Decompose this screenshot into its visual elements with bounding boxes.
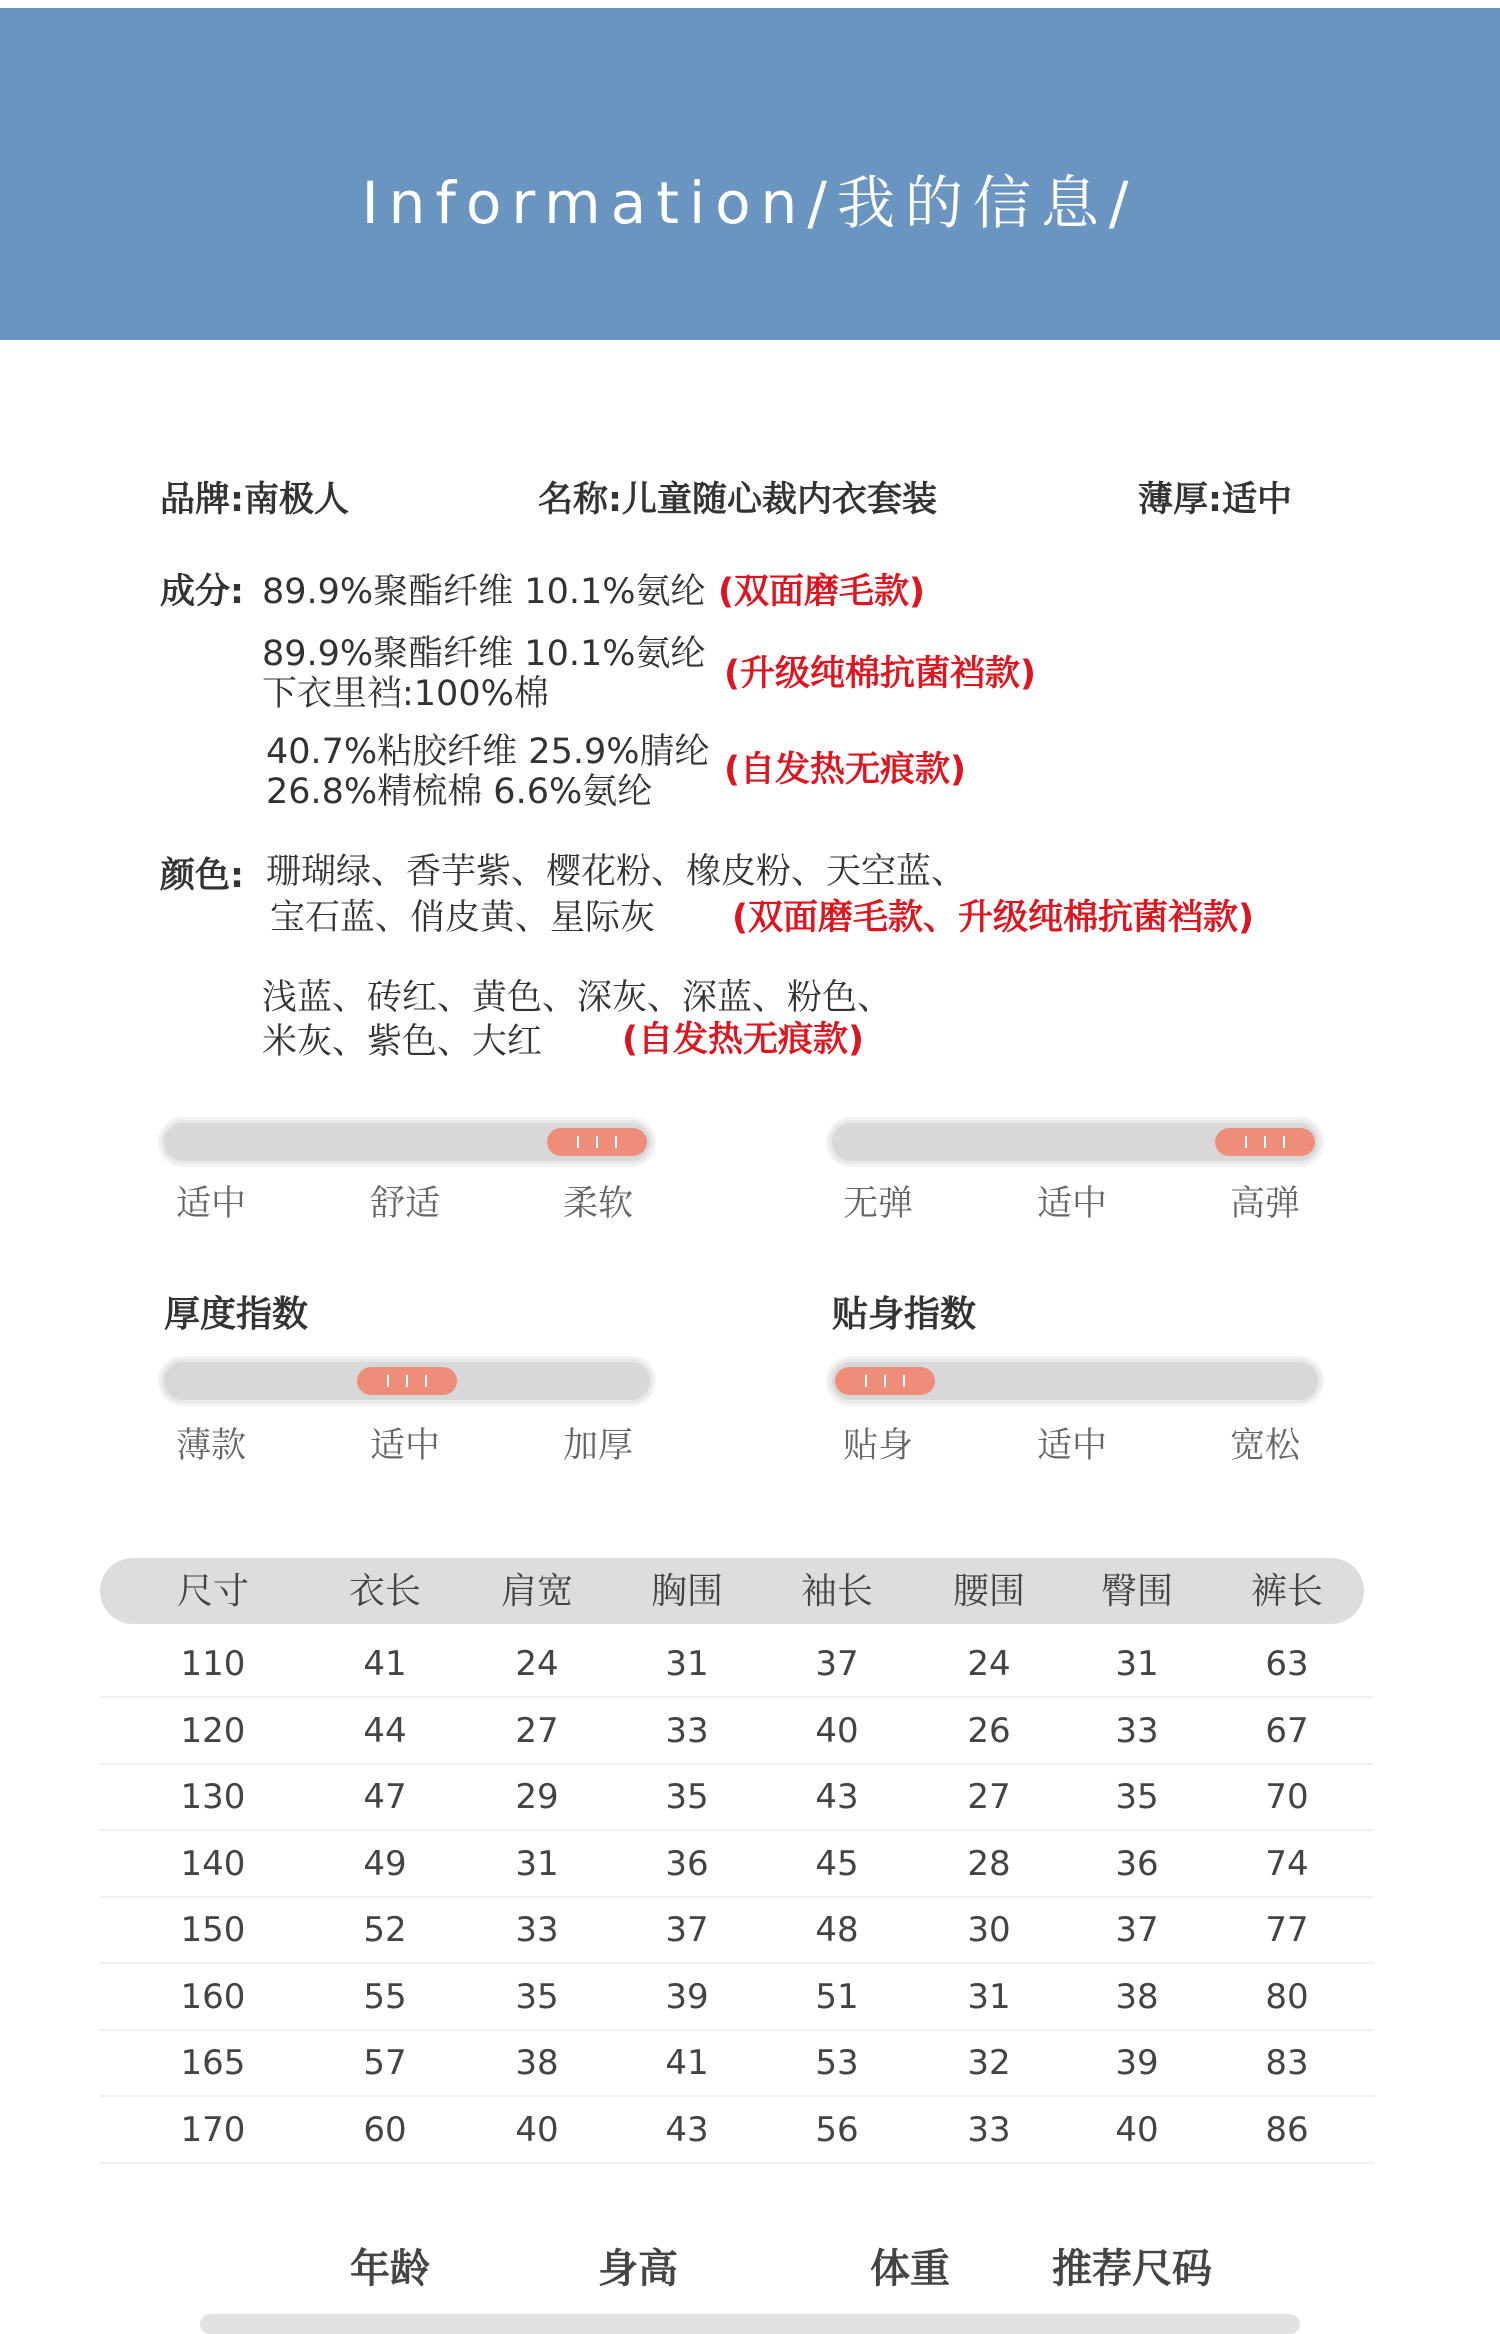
elasticity-slider-knob	[1215, 1128, 1315, 1156]
fit-index-title: 贴身指数	[832, 1294, 977, 1335]
slider-label: 高弹	[1230, 1184, 1301, 1224]
table-cell: 31	[1115, 1644, 1159, 1684]
color-tag: (双面磨毛款、升级纯棉抗菌裆款)	[732, 898, 1254, 938]
table-cell: 30	[967, 1910, 1011, 1950]
composition-line: 89.9%聚酯纤维 10.1%氨纶	[262, 572, 706, 612]
composition-line: 下衣里裆:100%棉	[262, 674, 549, 714]
fit-slider-knob	[835, 1367, 935, 1395]
table-cell: 67	[1265, 1710, 1309, 1751]
table-cell: 33	[1115, 1710, 1159, 1751]
table-header-cell: 袖长	[800, 1571, 873, 1612]
table-cell: 47	[363, 1777, 407, 1817]
table-cell: 80	[1265, 1976, 1309, 2017]
table-cell: 41	[363, 1644, 407, 1684]
color-tag: (自发热无痕款)	[622, 1020, 864, 1060]
softness-slider-knob	[547, 1128, 647, 1156]
table-cell: 52	[363, 1910, 407, 1950]
table-row	[100, 2029, 1374, 2097]
table-cell: 27	[967, 1777, 1011, 1817]
slider-label: 柔软	[563, 1184, 634, 1224]
table-cell: 37	[815, 1644, 859, 1684]
color-label: 颜色:	[160, 856, 244, 896]
thickness-slider	[158, 1356, 656, 1406]
table-cell: 56	[815, 2109, 859, 2150]
composition-label: 成分:	[160, 572, 244, 612]
table-cell: 37	[1115, 1910, 1159, 1950]
table-cell: 33	[967, 2109, 1011, 2150]
slider-label: 宽松	[1230, 1426, 1301, 1466]
composition-line: 26.8%精梳棉 6.6%氨纶	[266, 772, 653, 812]
table-row	[100, 1830, 1374, 1898]
recommend-header-age: 年龄	[350, 2246, 430, 2292]
slider-label: 适中	[370, 1426, 441, 1466]
table-row	[100, 1697, 1374, 1765]
table-cell: 37	[665, 1910, 709, 1950]
table-cell: 48	[815, 1910, 859, 1950]
table-cell: 165	[180, 2043, 246, 2083]
table-cell: 33	[515, 1910, 559, 1950]
table-cell: 83	[1265, 2043, 1309, 2083]
table-header-cell: 裤长	[1250, 1571, 1323, 1612]
color-line: 珊瑚绿、香芋紫、樱花粉、橡皮粉、天空蓝、	[266, 852, 967, 892]
table-cell: 24	[967, 1644, 1011, 1684]
product-name-text: 名称:儿童随心裁内衣套装	[538, 480, 937, 520]
table-cell: 150	[180, 1910, 246, 1950]
table-cell: 51	[815, 1976, 859, 2017]
table-cell: 44	[363, 1710, 407, 1751]
slider-label: 贴身	[843, 1426, 914, 1466]
table-cell: 39	[665, 1976, 709, 2017]
table-cell: 77	[1265, 1910, 1309, 1950]
page-title: Information/我的信息/	[361, 169, 1139, 237]
table-cell: 40	[815, 1710, 859, 1751]
recommend-header-height: 身高	[598, 2246, 678, 2292]
slider-label: 适中	[1037, 1184, 1108, 1224]
table-cell: 24	[515, 1644, 559, 1684]
slider-label: 适中	[1037, 1426, 1108, 1466]
softness-slider	[158, 1117, 656, 1167]
table-cell: 29	[515, 1777, 559, 1817]
table-cell: 63	[1265, 1644, 1309, 1684]
table-cell: 39	[1115, 2043, 1159, 2083]
table-cell: 53	[815, 2043, 859, 2083]
slider-label: 加厚	[563, 1426, 634, 1466]
composition-tag: (双面磨毛款)	[718, 572, 925, 612]
table-cell: 40	[515, 2109, 559, 2150]
color-line: 宝石蓝、俏皮黄、星际灰	[270, 898, 656, 938]
table-cell: 55	[363, 1976, 407, 2017]
table-cell: 170	[180, 2109, 246, 2150]
recommend-header-size: 推荐尺码	[1052, 2246, 1212, 2292]
recommend-header-weight: 体重	[870, 2246, 950, 2292]
size-table-header	[100, 1558, 1364, 1624]
composition-tag: (自发热无痕款)	[724, 750, 966, 790]
table-cell: 57	[363, 2043, 407, 2083]
table-cell: 28	[967, 1843, 1011, 1884]
table-header-cell: 尺寸	[176, 1571, 249, 1612]
table-cell: 140	[180, 1843, 246, 1884]
table-cell: 70	[1265, 1777, 1309, 1817]
table-header-cell: 衣长	[348, 1571, 421, 1612]
table-cell: 36	[665, 1843, 709, 1884]
table-cell: 120	[180, 1710, 246, 1751]
table-header-cell: 肩宽	[500, 1571, 573, 1612]
table-cell: 27	[515, 1710, 559, 1751]
table-cell: 36	[1115, 1843, 1159, 1884]
composition-line: 89.9%聚酯纤维 10.1%氨纶	[262, 634, 706, 674]
slider-label: 适中	[176, 1184, 247, 1224]
table-cell: 130	[180, 1777, 246, 1817]
table-cell: 38	[515, 2043, 559, 2083]
table-cell: 26	[967, 1710, 1011, 1751]
table-cell: 31	[967, 1976, 1011, 2017]
table-cell: 38	[1115, 1976, 1159, 2017]
slider-label: 无弹	[843, 1184, 914, 1224]
header-banner	[0, 8, 1500, 340]
table-cell: 160	[180, 1976, 246, 2017]
composition-line: 40.7%粘胶纤维 25.9%腈纶	[266, 732, 710, 772]
table-row	[100, 1630, 1374, 1698]
table-cell: 32	[967, 2043, 1011, 2083]
thickness-index-title: 厚度指数	[164, 1294, 309, 1335]
table-row	[100, 1763, 1374, 1831]
table-cell: 35	[1115, 1777, 1159, 1817]
table-cell: 43	[815, 1777, 859, 1817]
color-line: 米灰、紫色、大红	[262, 1022, 543, 1062]
table-cell: 110	[180, 1644, 246, 1684]
table-cell: 45	[815, 1843, 859, 1884]
composition-tag: (升级纯棉抗菌裆款)	[724, 654, 1036, 694]
table-cell: 35	[665, 1777, 709, 1817]
table-cell: 74	[1265, 1843, 1309, 1884]
slider-label: 薄款	[176, 1426, 247, 1466]
table-cell: 86	[1265, 2109, 1309, 2150]
table-header-cell: 腰围	[952, 1571, 1025, 1612]
table-cell: 60	[363, 2109, 407, 2150]
brand-text: 品牌:南极人	[160, 480, 349, 520]
table-cell: 31	[665, 1644, 709, 1684]
table-cell: 35	[515, 1976, 559, 2017]
color-line: 浅蓝、砖红、黄色、深灰、深蓝、粉色、	[262, 978, 893, 1018]
elasticity-slider	[826, 1117, 1324, 1167]
fit-slider	[826, 1356, 1324, 1406]
table-cell: 41	[665, 2043, 709, 2083]
thickness-text: 薄厚:适中	[1138, 480, 1292, 520]
table-header-cell: 臀围	[1100, 1571, 1173, 1612]
slider-label: 舒适	[370, 1184, 441, 1224]
table-row	[100, 1896, 1374, 1964]
table-row	[100, 2096, 1374, 2164]
table-header-cell: 胸围	[650, 1571, 723, 1612]
recommend-table-bar	[200, 2314, 1300, 2334]
table-cell: 40	[1115, 2109, 1159, 2150]
thickness-slider-knob	[357, 1367, 457, 1395]
table-row	[100, 1963, 1374, 2031]
table-cell: 43	[665, 2109, 709, 2150]
table-cell: 31	[515, 1843, 559, 1884]
table-cell: 33	[665, 1710, 709, 1751]
table-cell: 49	[363, 1843, 407, 1884]
